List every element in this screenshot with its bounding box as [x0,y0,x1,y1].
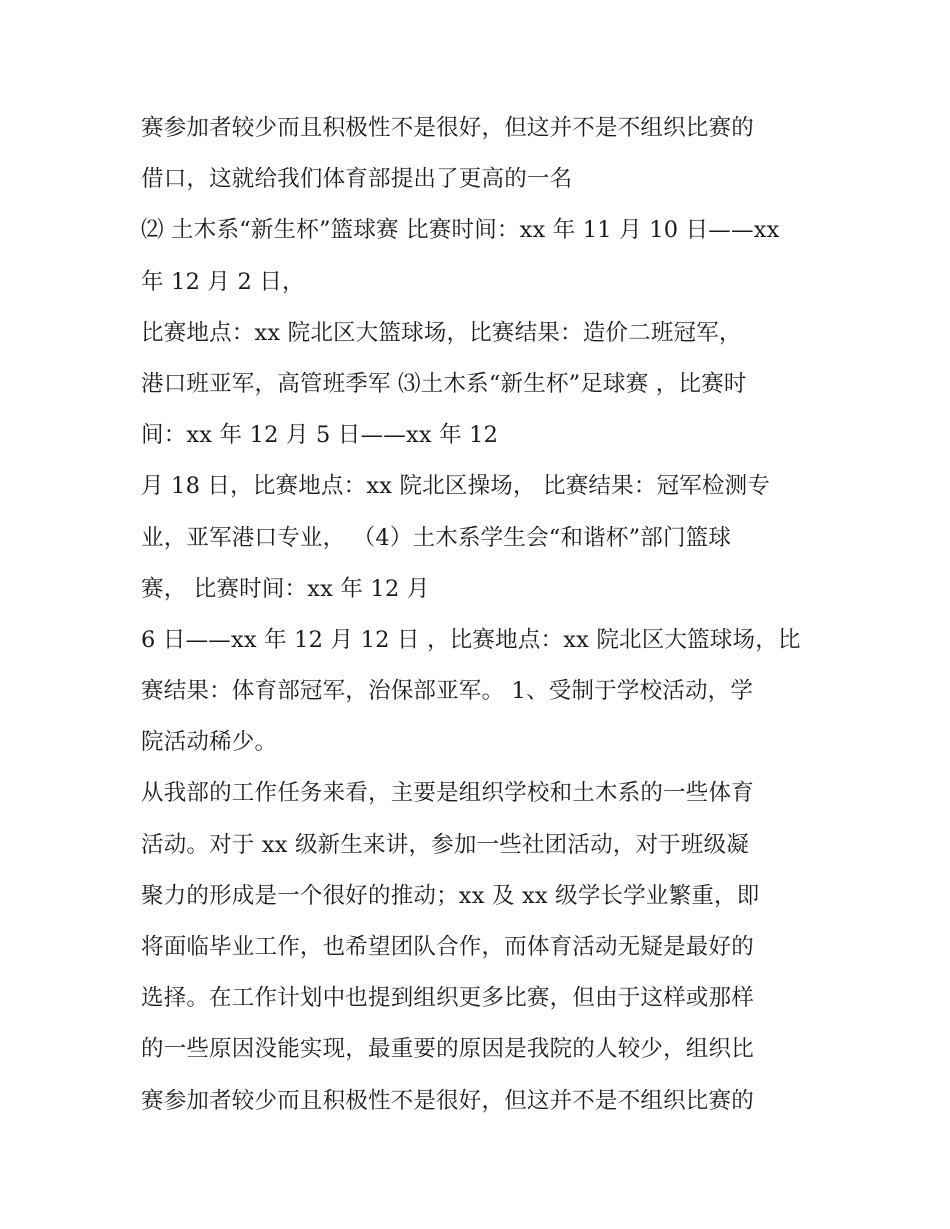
text-line: 聚力的形成是一个很好的推动；xx 及 xx 级学长学业繁重，即 [141,882,760,909]
text-line: 院活动稀少。 [141,729,278,756]
text-line: 间：xx 年 12 月 5 日——xx 年 12 [141,422,499,449]
text-line: 赛结果：体育部冠军，治保部亚军。 1、受制于学校活动，学 [141,678,754,705]
text-line: 港口班亚军，高管班季军 ⑶土木系“新生杯”足球赛 ，比赛时 [141,370,747,397]
text-line: 选择。在工作计划中也提到组织更多比赛，但由于这样或那样 [141,985,754,1012]
text-line: 将面临毕业工作，也希望团队合作，而体育活动无疑是最好的 [141,934,754,960]
text-line: 年 12 月 2 日， [141,268,305,295]
text-line: 赛参加者较少而且积极性不是很好，但这并不是不组织比赛的 [141,115,754,141]
text-line: 借口，这就给我们体育部提出了更高的一名 [141,166,573,193]
text-line: 月 18 日，比赛地点：xx 院北区操场， 比赛结果：冠军检测专 [141,473,771,500]
text-line: 赛参加者较少而且积极性不是很好，但这并不是不组织比赛的 [141,1087,754,1114]
document-body [141,103,821,1127]
text-line: 从我部的工作任务来看，主要是组织学校和土木系的一些体育 [141,780,754,807]
text-line: 的一些原因没能实现，最重要的原因是我院的人较少，组织比 [141,1036,754,1063]
text-line: 业，亚军港口专业， （4）土木系学生会“和谐杯”部门篮球 [141,524,732,551]
text-line: 活动。对于 xx 级新生来讲，参加一些社团活动，对于班级凝 [141,831,749,858]
text-line: 比赛地点：xx 院北区大篮球场，比赛结果：造价二班冠军， [141,319,742,346]
text-line: ⑵ 土木系“新生杯”篮球赛 比赛时间：xx 年 11 月 10 日——xx [141,217,780,244]
text-line: 赛， 比赛时间：xx 年 12 月 [141,575,430,602]
text-line: 6 日——xx 年 12 月 12 日 ，比赛地点：xx 院北区大篮球场，比 [141,626,801,653]
